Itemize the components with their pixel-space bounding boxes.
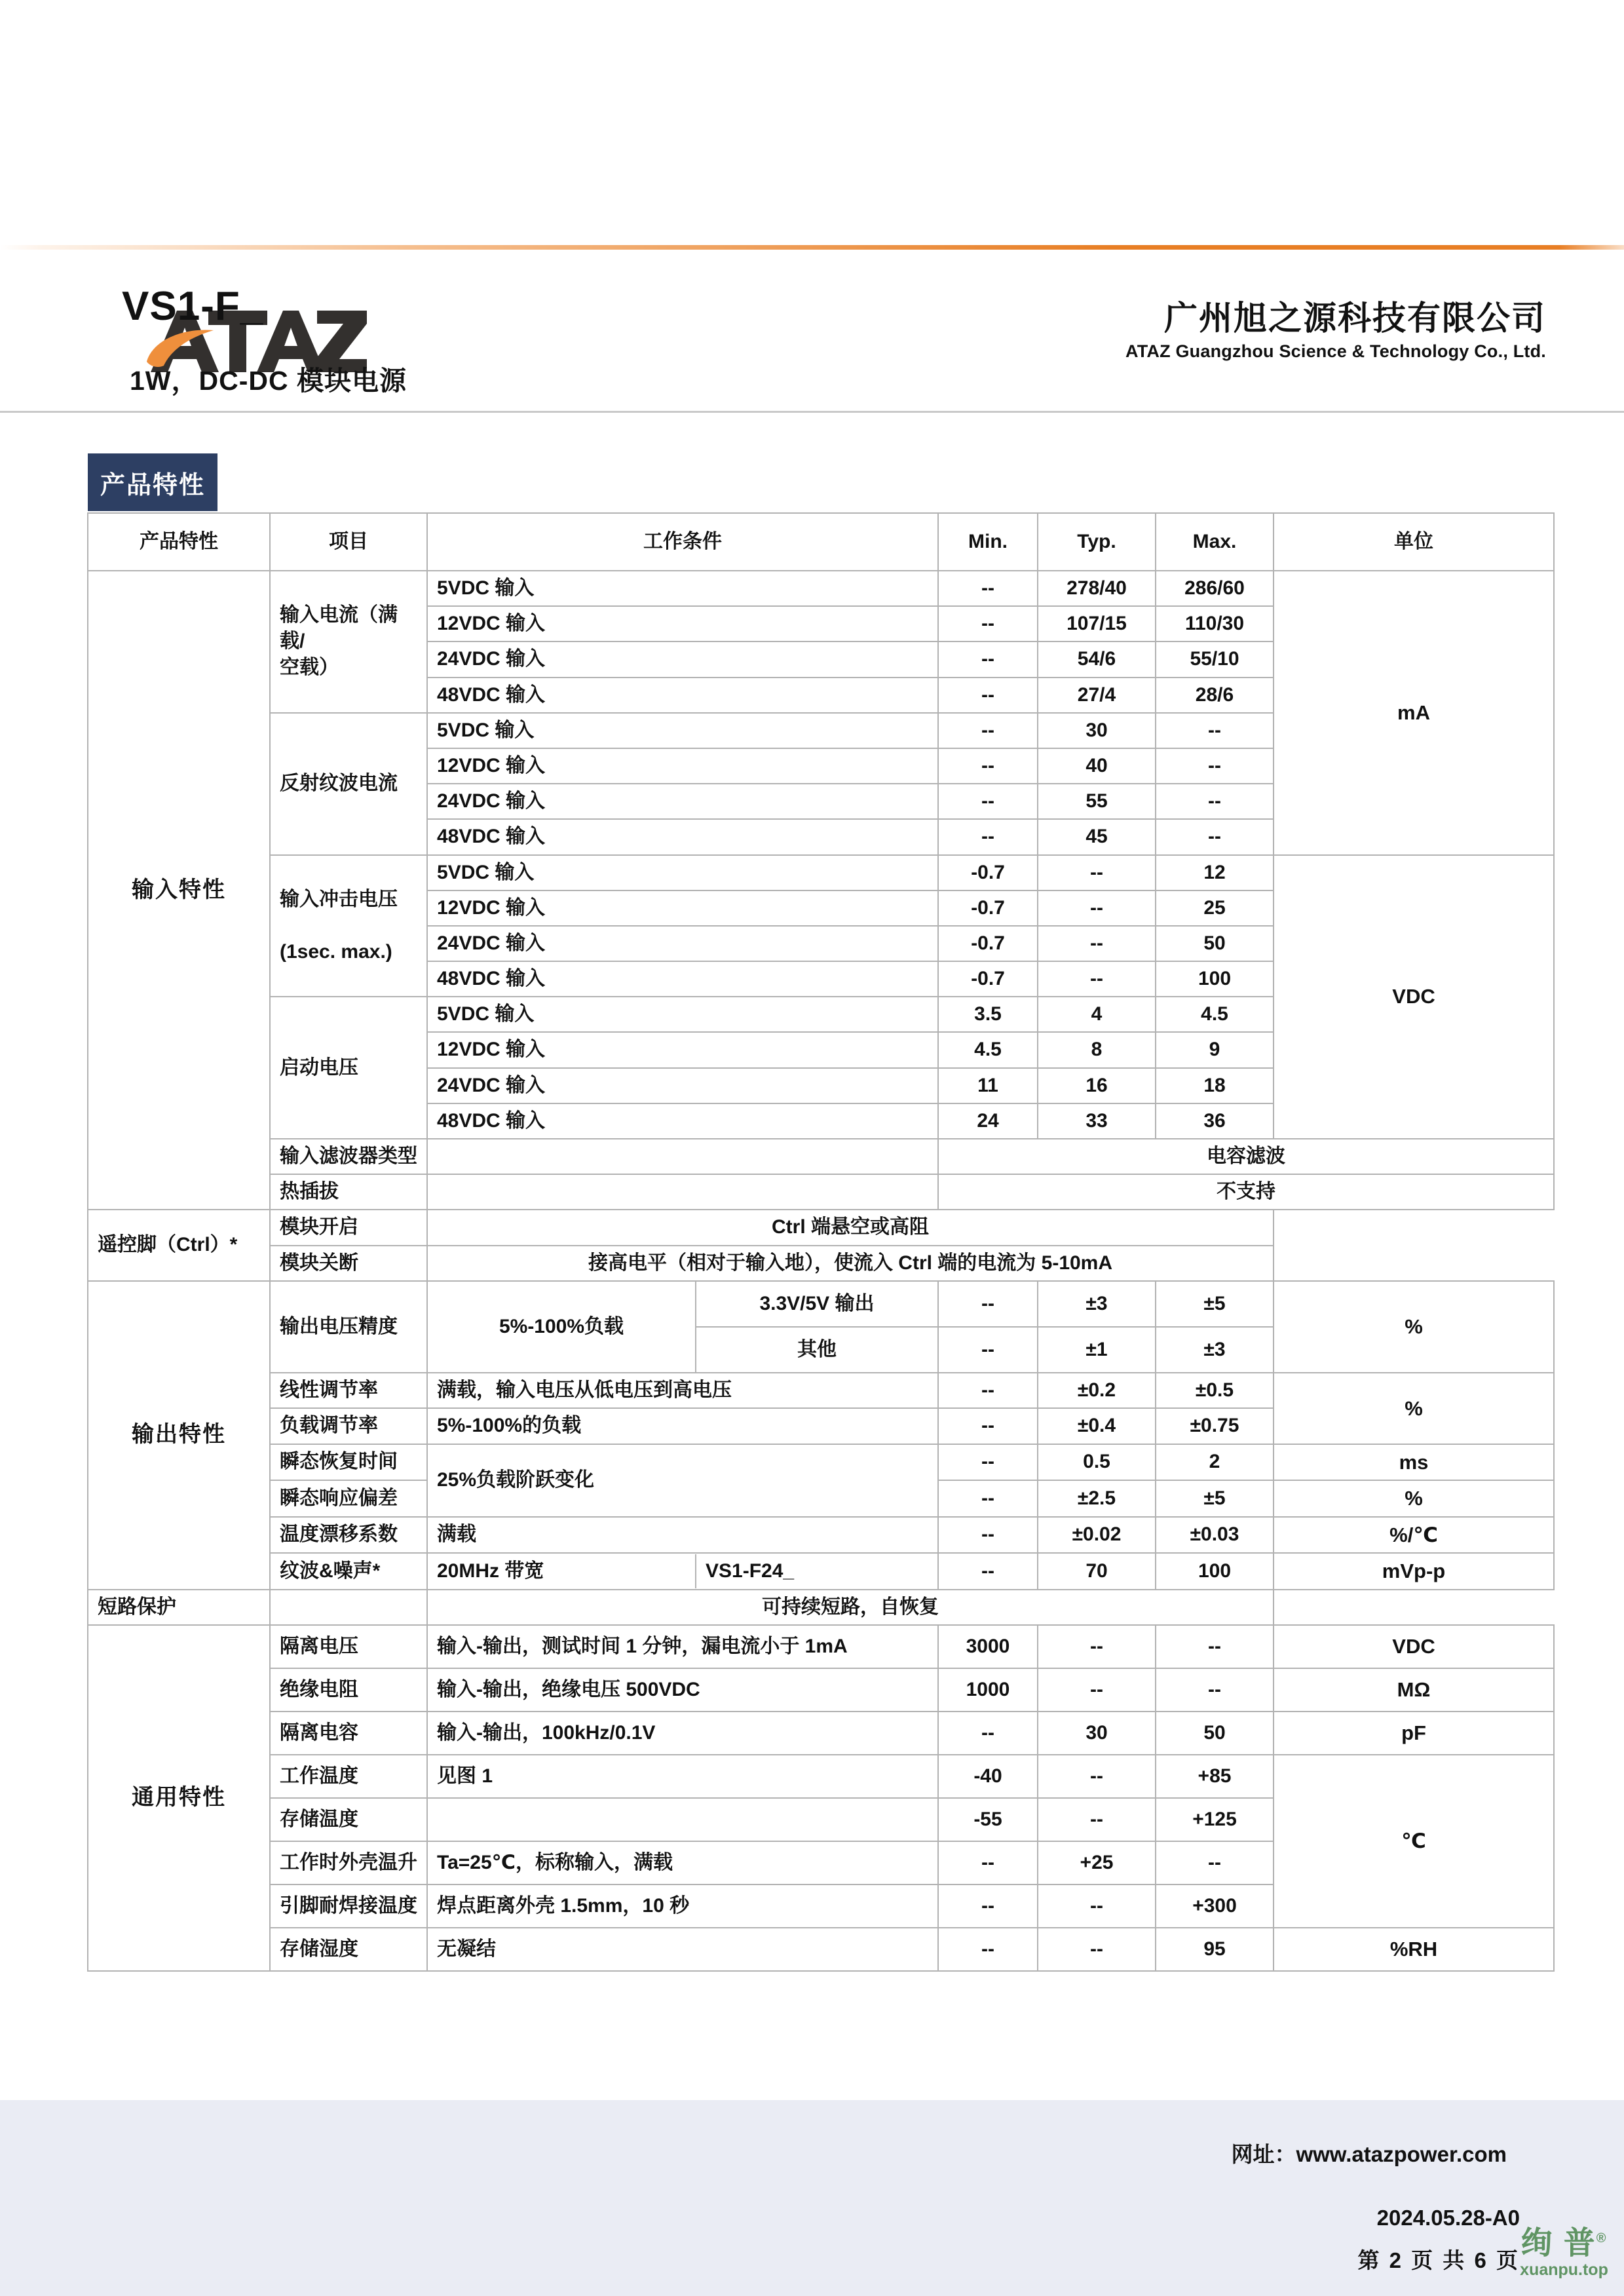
item-line-regulation: 线性调节率 <box>270 1373 427 1408</box>
val-su12-max: 9 <box>1156 1032 1274 1067</box>
val-rr24-max: -- <box>1156 784 1274 819</box>
val-ic5-max: 286/60 <box>1156 571 1274 606</box>
item-surge-l1: 输入冲击电压 <box>280 888 398 910</box>
item-operating-temperature: 工作温度 <box>270 1755 427 1798</box>
val-ic5-min: -- <box>938 571 1038 606</box>
val-linereg-max: ±0.5 <box>1156 1373 1274 1408</box>
val-rr12-max: -- <box>1156 748 1274 784</box>
col-header-max: Max. <box>1156 513 1274 571</box>
val-filter-type: 电容滤波 <box>938 1139 1554 1174</box>
val-ic24-min: -- <box>938 641 1038 677</box>
val-isor-max: -- <box>1156 1668 1274 1712</box>
unit-percent-per-degc: %/℃ <box>1274 1517 1554 1554</box>
val-isoc-typ: 30 <box>1038 1712 1156 1755</box>
val-ctrl-on: Ctrl 端悬空或高阻 <box>427 1210 1274 1245</box>
val-loadreg-typ: ±0.4 <box>1038 1408 1156 1444</box>
item-startup-voltage: 启动电压 <box>270 997 427 1139</box>
val-hot-swap: 不支持 <box>938 1174 1554 1210</box>
val-loadreg-max: ±0.75 <box>1156 1408 1274 1444</box>
val-optemp-typ: -- <box>1038 1755 1156 1798</box>
cond-in24: 24VDC 输入 <box>427 926 938 961</box>
group-output-characteristics: 输出特性 <box>88 1281 270 1590</box>
val-isov-min: 3000 <box>938 1625 1038 1668</box>
val-su24-max: 18 <box>1156 1068 1274 1103</box>
val-rr48-typ: 45 <box>1038 819 1156 854</box>
val-su48-min: 24 <box>938 1103 1038 1139</box>
val-va335-min: -- <box>938 1281 1038 1327</box>
item-ctrl-pin: 遥控脚（Ctrl）* <box>88 1210 270 1280</box>
table-row <box>88 1246 1554 1281</box>
cond-vout-wrapper <box>427 1281 938 1373</box>
val-solder-min: -- <box>938 1885 1038 1928</box>
cond-empty <box>427 1798 938 1841</box>
val-ic24-max: 55/10 <box>1156 641 1274 677</box>
item-transient-recovery-time: 瞬态恢复时间 <box>270 1444 427 1481</box>
unit-degc: ℃ <box>1274 1755 1554 1928</box>
cond-module-on: 模块开启 <box>270 1210 427 1245</box>
item-storage-temperature: 存储温度 <box>270 1798 427 1841</box>
cond-empty <box>270 1590 427 1625</box>
val-humidity-typ: -- <box>1038 1928 1156 1971</box>
val-tdev-max: ±5 <box>1156 1480 1274 1517</box>
val-ctrl-off: 接高电平（相对于输入地），使流入 Ctrl 端的电流为 5-10mA <box>427 1246 1274 1281</box>
col-header-unit: 单位 <box>1274 513 1554 571</box>
watermark-domain: xuanpu.top <box>1520 2261 1608 2279</box>
table-row <box>88 1755 1554 1798</box>
cond-in12: 12VDC 输入 <box>427 890 938 926</box>
company-name-block <box>917 300 1546 362</box>
header-divider-rule <box>0 245 1624 250</box>
item-input-surge-voltage <box>270 855 427 997</box>
unit-ma: mA <box>1274 571 1554 855</box>
footer-website-url[interactable]: 网址：www.atazpower.com <box>1231 2142 1507 2166</box>
val-isoc-min: -- <box>938 1712 1038 1755</box>
unit-ms: ms <box>1274 1444 1554 1481</box>
table-row <box>88 1553 1554 1590</box>
cond-iso-capacitance: 输入-输出，100kHz/0.1V <box>427 1712 938 1755</box>
cond-in12: 12VDC 输入 <box>427 606 938 641</box>
section-tab-product-features: 产品特性 <box>88 453 217 511</box>
val-sv12-typ: -- <box>1038 890 1156 926</box>
item-short-circuit-protection: 短路保护 <box>88 1590 270 1625</box>
cond-iso-voltage: 输入-输出，测试时间 1 分钟，漏电流小于 1mA <box>427 1625 938 1668</box>
val-rr48-min: -- <box>938 819 1038 854</box>
title-divider-rule <box>0 411 1624 413</box>
item-input-current-l2: 空载） <box>280 657 339 679</box>
val-humidity-max: 95 <box>1156 1928 1274 1971</box>
item-insulation-resistance: 绝缘电阻 <box>270 1668 427 1712</box>
cond-model-vs1-f24: VS1-F24_ <box>706 1559 795 1582</box>
val-sv24-max: 50 <box>1156 926 1274 961</box>
unit-vdc: VDC <box>1274 1625 1554 1668</box>
val-sv24-min: -0.7 <box>938 926 1038 961</box>
item-temp-drift-coefficient: 温度漂移系数 <box>270 1517 427 1554</box>
val-rr24-min: -- <box>938 784 1038 819</box>
table-row <box>88 1712 1554 1755</box>
val-caserise-typ: +25 <box>1038 1841 1156 1885</box>
company-name-cn: 广州旭之源科技有限公司 <box>1163 299 1546 337</box>
cond-ripple-wrapper <box>427 1553 938 1590</box>
table-row <box>88 855 1554 890</box>
unit-percent: % <box>1274 1281 1554 1373</box>
cond-load-5-100: 5%-100%负载 <box>428 1282 696 1372</box>
table-row <box>88 1590 1554 1625</box>
cond-in48: 48VDC 输入 <box>427 678 938 713</box>
item-input-current-l1: 输入电流（满载/ <box>280 604 398 653</box>
val-trec-min: -- <box>938 1444 1038 1481</box>
val-optemp-max: +85 <box>1156 1755 1274 1798</box>
val-su5-typ: 4 <box>1038 997 1156 1032</box>
val-short-protect: 可持续短路，自恢复 <box>427 1590 1274 1625</box>
cond-solder: 焊点距离外壳 1.5mm，10 秒 <box>427 1885 938 1928</box>
val-rr12-min: -- <box>938 748 1038 784</box>
val-tdrift-max: ±0.03 <box>1156 1517 1274 1554</box>
item-hot-swap: 热插拔 <box>270 1174 427 1210</box>
cond-out-other: 其他 <box>797 1338 837 1360</box>
col-header-item: 项目 <box>270 513 427 571</box>
val-caserise-min: -- <box>938 1841 1038 1885</box>
val-trec-typ: 0.5 <box>1038 1444 1156 1481</box>
val-va335-max: ±5 <box>1156 1281 1274 1327</box>
val-ripple-min: -- <box>938 1553 1038 1590</box>
cond-in48: 48VDC 输入 <box>427 1103 938 1139</box>
cond-empty <box>427 1139 938 1174</box>
val-ic48-max: 28/6 <box>1156 678 1274 713</box>
table-row <box>88 1444 1554 1481</box>
cond-in24: 24VDC 输入 <box>427 1068 938 1103</box>
table-row <box>88 1668 1554 1712</box>
group-input-characteristics: 输入特性 <box>88 571 270 1210</box>
val-vaoth-typ: ±1 <box>1038 1327 1156 1373</box>
table-row <box>88 1373 1554 1408</box>
val-isov-typ: -- <box>1038 1625 1156 1668</box>
cond-in5: 5VDC 输入 <box>427 571 938 606</box>
val-tdev-typ: ±2.5 <box>1038 1480 1156 1517</box>
unit-vdc: VDC <box>1274 855 1554 1139</box>
watermark-xuanpu <box>1507 2228 1621 2280</box>
cond-in5: 5VDC 输入 <box>427 713 938 748</box>
val-su24-typ: 16 <box>1038 1068 1156 1103</box>
table-row <box>88 1517 1554 1554</box>
val-sv48-max: 100 <box>1156 961 1274 997</box>
val-humidity-min: -- <box>938 1928 1038 1971</box>
val-sv48-min: -0.7 <box>938 961 1038 997</box>
cond-line-reg: 满载，输入电压从低电压到高电压 <box>427 1373 938 1408</box>
cond-in5: 5VDC 输入 <box>427 997 938 1032</box>
cond-bandwidth-20mhz: 20MHz 带宽 <box>428 1554 696 1588</box>
val-rr24-typ: 55 <box>1038 784 1156 819</box>
val-rr48-max: -- <box>1156 819 1274 854</box>
val-su5-max: 4.5 <box>1156 997 1274 1032</box>
val-isoc-max: 50 <box>1156 1712 1274 1755</box>
val-ic48-typ: 27/4 <box>1038 678 1156 713</box>
val-isor-min: 1000 <box>938 1668 1038 1712</box>
cond-in12: 12VDC 输入 <box>427 748 938 784</box>
val-isor-typ: -- <box>1038 1668 1156 1712</box>
cond-in12: 12VDC 输入 <box>427 1032 938 1067</box>
val-vaoth-min: -- <box>938 1327 1038 1373</box>
val-sv48-typ: -- <box>1038 961 1156 997</box>
val-isov-max: -- <box>1156 1625 1274 1668</box>
item-pin-soldering-temperature: 引脚耐焊接温度 <box>270 1885 427 1928</box>
item-surge-l2: (1sec. max.) <box>280 940 392 963</box>
val-loadreg-min: -- <box>938 1408 1038 1444</box>
table-row <box>88 1210 1554 1245</box>
item-transient-deviation: 瞬态响应偏差 <box>270 1480 427 1517</box>
val-sv12-min: -0.7 <box>938 890 1038 926</box>
watermark-logo-cn <box>1507 2228 1621 2259</box>
table-row <box>88 1928 1554 1971</box>
cond-iso-resistance: 输入-输出，绝缘电压 500VDC <box>427 1668 938 1712</box>
cond-case-rise: Ta=25℃，标称输入，满载 <box>427 1841 938 1885</box>
unit-megohm: MΩ <box>1274 1668 1554 1712</box>
cond-module-off: 模块关断 <box>270 1246 427 1281</box>
val-rr5-typ: 30 <box>1038 713 1156 748</box>
val-su48-typ: 33 <box>1038 1103 1156 1139</box>
val-rr5-min: -- <box>938 713 1038 748</box>
val-ic12-typ: 107/15 <box>1038 606 1156 641</box>
item-storage-humidity: 存储湿度 <box>270 1928 427 1971</box>
table-row <box>88 1139 1554 1174</box>
table-row <box>88 1625 1554 1668</box>
val-trec-max: 2 <box>1156 1444 1274 1481</box>
val-caserise-max: -- <box>1156 1841 1274 1885</box>
val-ic48-min: -- <box>938 678 1038 713</box>
val-solder-max: +300 <box>1156 1885 1274 1928</box>
val-optemp-min: -40 <box>938 1755 1038 1798</box>
val-solder-typ: -- <box>1038 1885 1156 1928</box>
col-header-typ: Typ. <box>1038 513 1156 571</box>
val-tdev-min: -- <box>938 1480 1038 1517</box>
val-ripple-typ: 70 <box>1038 1553 1156 1590</box>
item-load-regulation: 负载调节率 <box>270 1408 427 1444</box>
col-header-min: Min. <box>938 513 1038 571</box>
item-case-temperature-rise: 工作时外壳温升 <box>270 1841 427 1885</box>
val-sv5-typ: -- <box>1038 855 1156 890</box>
col-header-group: 产品特性 <box>88 513 270 571</box>
cond-in48: 48VDC 输入 <box>427 961 938 997</box>
unit-mvpp: mVp-p <box>1274 1553 1554 1590</box>
watermark-text-cn: 绚 普 <box>1520 2226 1596 2261</box>
unit-percent: % <box>1274 1480 1554 1517</box>
item-isolation-voltage: 隔离电压 <box>270 1625 427 1668</box>
val-su5-min: 3.5 <box>938 997 1038 1032</box>
item-input-filter-type: 输入滤波器类型 <box>270 1139 427 1174</box>
registered-mark-icon: ® <box>1596 2231 1608 2246</box>
item-isolation-capacitance: 隔离电容 <box>270 1712 427 1755</box>
cond-out-3v3-5v: 3.3V/5V 输出 <box>696 1282 937 1327</box>
table-row <box>88 571 1554 606</box>
cond-see-fig1: 见图 1 <box>427 1755 938 1798</box>
val-sttemp-typ: -- <box>1038 1798 1156 1841</box>
cond-in5: 5VDC 输入 <box>427 855 938 890</box>
table-header-row <box>88 513 1554 571</box>
val-su12-typ: 8 <box>1038 1032 1156 1067</box>
val-tdrift-typ: ±0.02 <box>1038 1517 1156 1554</box>
val-sttemp-max: +125 <box>1156 1798 1274 1841</box>
val-sv5-min: -0.7 <box>938 855 1038 890</box>
val-su12-min: 4.5 <box>938 1032 1038 1067</box>
cond-in24: 24VDC 输入 <box>427 641 938 677</box>
val-sv24-typ: -- <box>1038 926 1156 961</box>
val-rr12-typ: 40 <box>1038 748 1156 784</box>
page-subtitle: 1W，DC-DC 模块电源 <box>130 366 407 396</box>
footer-revision: 2024.05.28-A0 <box>1376 2206 1520 2230</box>
footer-page-number: 第 2 页 共 6 页 <box>1357 2248 1520 2272</box>
item-ripple-noise: 纹波&噪声* <box>270 1553 427 1590</box>
table-row <box>88 1174 1554 1210</box>
unit-percent: % <box>1274 1373 1554 1444</box>
val-su48-max: 36 <box>1156 1103 1274 1139</box>
unit-percent-rh: %RH <box>1274 1928 1554 1971</box>
cond-no-condensation: 无凝结 <box>427 1928 938 1971</box>
item-output-voltage-accuracy: 输出电压精度 <box>270 1281 427 1373</box>
cond-load-reg: 5%-100%的负载 <box>427 1408 938 1444</box>
val-sv5-max: 12 <box>1156 855 1274 890</box>
cond-empty <box>427 1174 938 1210</box>
val-va335-typ: ±3 <box>1038 1281 1156 1327</box>
item-reflected-ripple-current: 反射纹波电流 <box>270 713 427 855</box>
val-ripple-max: 100 <box>1156 1553 1274 1590</box>
page-title: VS1-F_ <box>122 284 264 329</box>
company-name-en: ATAZ Guangzhou Science & Technology Co., Ltd. <box>1125 341 1546 362</box>
val-vaoth-max: ±3 <box>1156 1327 1274 1373</box>
val-ic24-typ: 54/6 <box>1038 641 1156 677</box>
val-ic5-typ: 278/40 <box>1038 571 1156 606</box>
val-su24-min: 11 <box>938 1068 1038 1103</box>
val-tdrift-min: -- <box>938 1517 1038 1554</box>
val-sv12-max: 25 <box>1156 890 1274 926</box>
val-ic12-max: 110/30 <box>1156 606 1274 641</box>
unit-pf: pF <box>1274 1712 1554 1755</box>
col-header-condition: 工作条件 <box>427 513 938 571</box>
group-general-characteristics: 通用特性 <box>88 1625 270 1971</box>
cond-full-load: 满载 <box>427 1517 938 1554</box>
cond-in24: 24VDC 输入 <box>427 784 938 819</box>
val-linereg-typ: ±0.2 <box>1038 1373 1156 1408</box>
table-row <box>88 1281 1554 1327</box>
val-rr5-max: -- <box>1156 713 1274 748</box>
val-ic12-min: -- <box>938 606 1038 641</box>
val-sttemp-min: -55 <box>938 1798 1038 1841</box>
specifications-table <box>87 512 1555 1972</box>
item-input-current <box>270 571 427 713</box>
val-linereg-min: -- <box>938 1373 1038 1408</box>
cond-in48: 48VDC 输入 <box>427 819 938 854</box>
cond-transient: 25%负载阶跃变化 <box>427 1444 938 1517</box>
